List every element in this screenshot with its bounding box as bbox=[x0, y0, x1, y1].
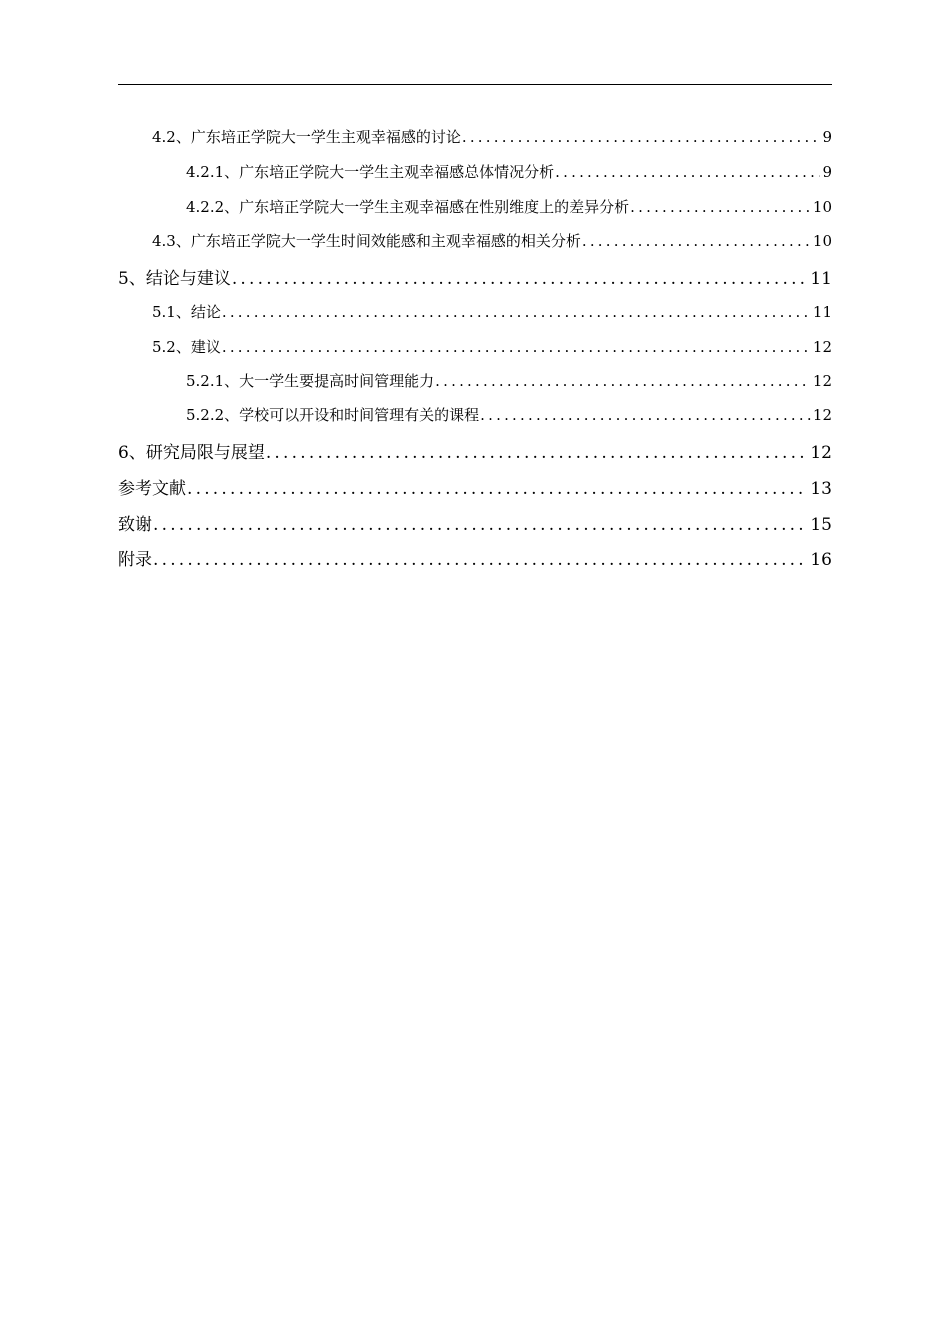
toc-page-number: 13 bbox=[810, 479, 832, 499]
toc-dot-leader bbox=[222, 303, 811, 321]
toc-page-number: 9 bbox=[822, 163, 832, 181]
toc-dot-leader bbox=[630, 198, 811, 216]
toc-page-number: 12 bbox=[812, 372, 832, 390]
toc-entry-appendix[interactable] bbox=[118, 545, 832, 570]
toc-entry-label: 致谢 bbox=[118, 515, 152, 535]
toc-entry-label: 4.2、广东培正学院大一学生主观幸福感的讨论 bbox=[152, 128, 461, 146]
toc-page-number: 10 bbox=[812, 198, 832, 216]
header-rule bbox=[118, 84, 832, 85]
toc-entry-label: 5.2、建议 bbox=[152, 338, 221, 356]
toc-dot-leader bbox=[153, 515, 808, 535]
toc-dot-leader bbox=[555, 163, 820, 181]
toc-entry-label: 4.2.2、广东培正学院大一学生主观幸福感在性别维度上的差异分析 bbox=[186, 198, 630, 216]
toc-page-number: 12 bbox=[812, 406, 832, 424]
toc-entry-references[interactable] bbox=[118, 474, 832, 499]
toc-entry-5[interactable] bbox=[118, 264, 832, 289]
toc-page-number: 15 bbox=[810, 515, 832, 535]
toc-page-number: 9 bbox=[822, 128, 832, 146]
toc-dot-leader bbox=[462, 128, 821, 146]
toc-entry-4-2-2[interactable] bbox=[186, 196, 832, 217]
toc-dot-leader bbox=[232, 269, 809, 289]
toc-entry-label: 5.2.1、大一学生要提高时间管理能力 bbox=[186, 372, 435, 390]
toc-dot-leader bbox=[266, 443, 809, 463]
toc-entry-label: 5.1、结论 bbox=[152, 303, 221, 321]
toc-entry-label: 4.2.1、广东培正学院大一学生主观幸福感总体情况分析 bbox=[186, 163, 555, 181]
toc-entry-4-2[interactable] bbox=[152, 126, 832, 147]
toc-page-number: 12 bbox=[812, 338, 832, 356]
toc-entry-label: 5、结论与建议 bbox=[118, 269, 231, 289]
toc-dot-leader bbox=[435, 372, 811, 390]
toc-entry-6[interactable] bbox=[118, 438, 832, 463]
toc-entry-label: 参考文献 bbox=[118, 479, 186, 499]
toc-entry-4-3[interactable] bbox=[152, 230, 832, 251]
toc-entry-4-2-1[interactable] bbox=[186, 161, 832, 182]
toc-page-number: 16 bbox=[810, 550, 832, 570]
toc-page-number: 11 bbox=[810, 269, 832, 289]
toc-entry-label: 4.3、广东培正学院大一学生时间效能感和主观幸福感的相关分析 bbox=[152, 232, 581, 250]
toc-entry-5-2[interactable] bbox=[152, 336, 832, 357]
toc-entry-label: 附录 bbox=[118, 550, 152, 570]
toc-page-number: 12 bbox=[810, 443, 832, 463]
toc-entry-5-2-2[interactable] bbox=[186, 404, 832, 425]
toc-entry-label: 5.2.2、学校可以开设和时间管理有关的课程 bbox=[186, 406, 480, 424]
toc-entry-5-1[interactable] bbox=[152, 301, 832, 322]
toc-page-number: 11 bbox=[812, 303, 832, 321]
toc-dot-leader bbox=[153, 550, 808, 570]
toc-dot-leader bbox=[187, 479, 808, 499]
toc-entry-acknowledgements[interactable] bbox=[118, 510, 832, 535]
toc-dot-leader bbox=[222, 338, 811, 356]
toc-page-number: 10 bbox=[812, 232, 832, 250]
toc-dot-leader bbox=[480, 406, 811, 424]
toc-entry-5-2-1[interactable] bbox=[186, 370, 832, 391]
toc-entry-label: 6、研究局限与展望 bbox=[118, 443, 265, 463]
toc-dot-leader bbox=[582, 232, 811, 250]
